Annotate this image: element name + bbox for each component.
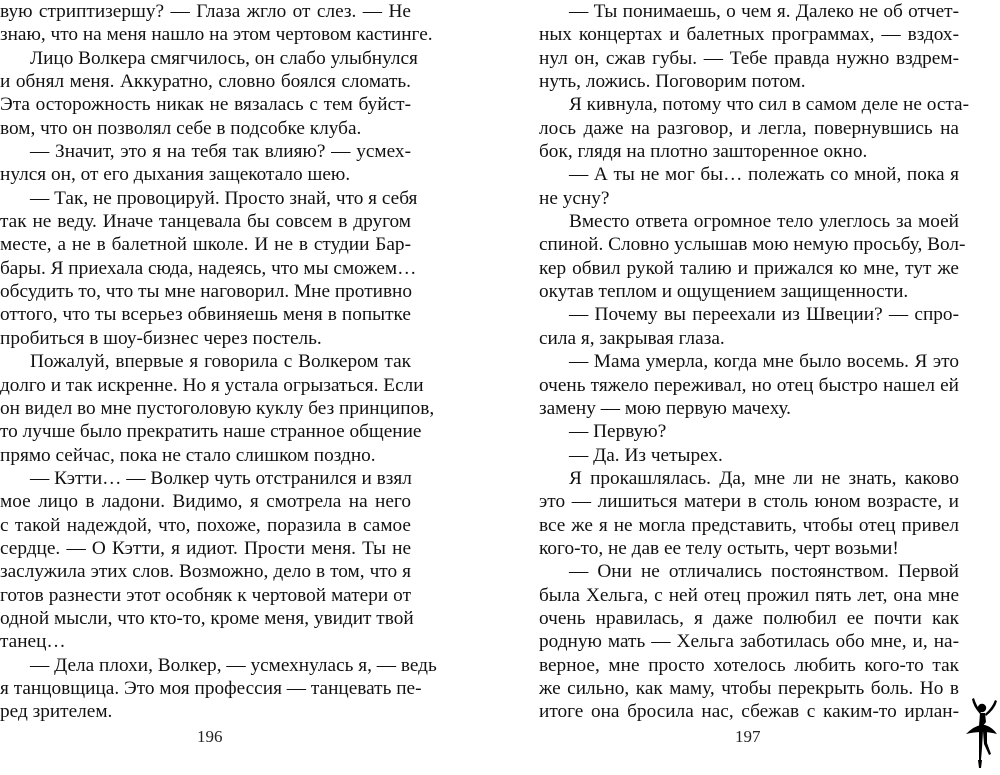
text-line: очень тяжело переживал, но отец быстро нашел ей <box>539 374 959 396</box>
text-line: пробиться в шоу-бизнес через постель. <box>0 327 322 349</box>
text-line: Вместо ответа огромное тело улеглось за моей <box>569 211 959 233</box>
text-line: — Почему вы переехали из Швеции? — спро- <box>569 304 959 326</box>
text-line: оттого, что ты всерьез обвиняешь меня в попытке <box>0 304 411 326</box>
text-line: — Так, не провоцируй. Просто знай, что я себя <box>30 187 418 209</box>
text-line: ред зрителем. <box>0 701 113 723</box>
text-line: Я кивнула, потому что сил в самом деле не оста- <box>569 94 970 116</box>
text-line: и обнял меня. Аккуратно, словно боялся сломать. <box>0 71 411 93</box>
text-line: то лучше было прекратить наше странное общение <box>0 421 422 443</box>
text-line: — А ты не мог бы… полежать со мной, пока я <box>569 164 959 186</box>
text-line: знаю, что на меня нашло на этом чертовом кастинге. <box>0 24 433 46</box>
text-line: родную мать — Хельга заботилась обо мне, и, на- <box>539 631 959 653</box>
text-line: мое лицо в ладони. Видимо, я смотрела на него <box>0 491 411 513</box>
text-line: заслужила этих слов. Возможно, дело в том, что я <box>0 561 411 583</box>
text-line: нул он, сжав губы. — Тебе правда нужно вздрем- <box>539 47 959 69</box>
text-line: кого-то, не дав ее телу остыть, черт возьми! <box>539 537 899 559</box>
text-line: — Да. Из четырех. <box>569 444 723 466</box>
text-line: вую стриптизершу? — Глаза жгло от слез. — Не <box>0 1 411 22</box>
text-line: — Значит, это я на тебя так влияю? — усмех- <box>30 141 411 163</box>
text-line: Я прокашлялась. Да, мне ли не знать, каково <box>569 467 959 489</box>
text-line: — Дела плохи, Волкер, — усмехнулась я, — ведь <box>30 654 437 676</box>
text-line: долго и так искренне. Но я устала огрызаться. Если <box>0 374 424 396</box>
text-line: — Мама умерла, когда мне было восемь. Я это <box>569 351 959 373</box>
text-line: он видел во мне пустоголовую куклу без принципов, <box>0 397 435 419</box>
page-number: 197 <box>735 727 761 746</box>
text-line: кер обвил рукой талию и прижался ко мне, тут же <box>539 257 959 279</box>
text-line: спиной. Словно услышав мою немую просьбу, Вол- <box>539 234 966 256</box>
text-line: все же я не могла представить, чтобы отец привел <box>539 514 959 536</box>
text-line: сила я, закрывая глаза. <box>539 327 725 349</box>
text-line: очень нравилась, я даже полюбил ее почти как <box>539 607 959 629</box>
left-page-text <box>0 0 437 724</box>
text-line: — Они не отличались постоянством. Первой <box>569 561 959 583</box>
text-line: танец… <box>0 631 66 653</box>
text-line: я танцовщица. Это моя профессия — танцевать пе- <box>0 677 422 699</box>
text-line: была Хельга, с ней отец прожил пять лет, она мне <box>539 584 959 606</box>
text-line: не усну? <box>539 187 610 209</box>
text-line: готов разнести этот особняк к чертовой матери от <box>0 584 411 606</box>
page-number: 196 <box>197 727 223 746</box>
text-line: так не веду. Иначе танцевала бы совсем в другом <box>0 211 411 233</box>
text-line: сердце. — О Кэтти, я идиот. Прости меня. Ты не <box>0 537 411 559</box>
text-line: — Кэтти… — Волкер чуть отстранился и взял <box>30 467 412 489</box>
text-line: Лицо Волкера смягчилось, он слабо улыбнулся <box>30 47 418 69</box>
right-page-text <box>539 0 970 724</box>
text-line: бары. Я приехала сюда, надеясь, что мы сможем… <box>0 257 417 279</box>
text-line: лось даже на разговор, и легла, повернувшись на <box>539 117 959 139</box>
text-line: окутав теплом и ощущением защищенности. <box>539 281 909 303</box>
text-line: с такой надеждой, что, похоже, поразила в самое <box>0 514 411 536</box>
text-line: итоге она бросила нас, сбежав с каким-то ирлан- <box>539 701 959 723</box>
text-line: вом, что он позволял себе в подсобке клуба. <box>0 117 362 139</box>
text-line: — Первую? <box>569 421 667 443</box>
text-line: Эта осторожность никак не вязалась с тем буйст- <box>0 94 411 116</box>
text-line: нулся он, от его дыхания защекотало шею. <box>0 164 351 186</box>
text-line: месте, а не в балетной школе. И не в студии Бар- <box>0 234 411 256</box>
text-line: верное, мне просто хотелось любить кого-то так <box>539 654 959 676</box>
text-line: же сильно, как маму, чтобы перекрыть боль. Но в <box>539 677 959 699</box>
text-line: Пожалуй, впервые я говорила с Волкером так <box>30 351 411 373</box>
text-line: одной мысли, что кто-то, кроме меня, увидит твой <box>0 607 414 629</box>
ballerina-icon <box>962 696 1000 774</box>
text-line: нуть, ложись. Поговорим потом. <box>539 71 806 93</box>
text-line: — Ты понимаешь, о чем я. Далеко не об отчет- <box>569 1 959 22</box>
text-line: прямо сейчас, пока не стало слишком поздно. <box>0 444 376 466</box>
text-line: замену — мою первую мачеху. <box>539 397 792 419</box>
text-line: бок, глядя на плотно зашторенное окно. <box>539 141 868 163</box>
text-line: это — лишиться матери в столь юном возрасте, и <box>539 491 959 513</box>
text-line: обсудить то, что ты мне наговорил. Мне противно <box>0 281 413 303</box>
text-line: ных концертах и балетных программах, — вздох- <box>539 24 959 46</box>
